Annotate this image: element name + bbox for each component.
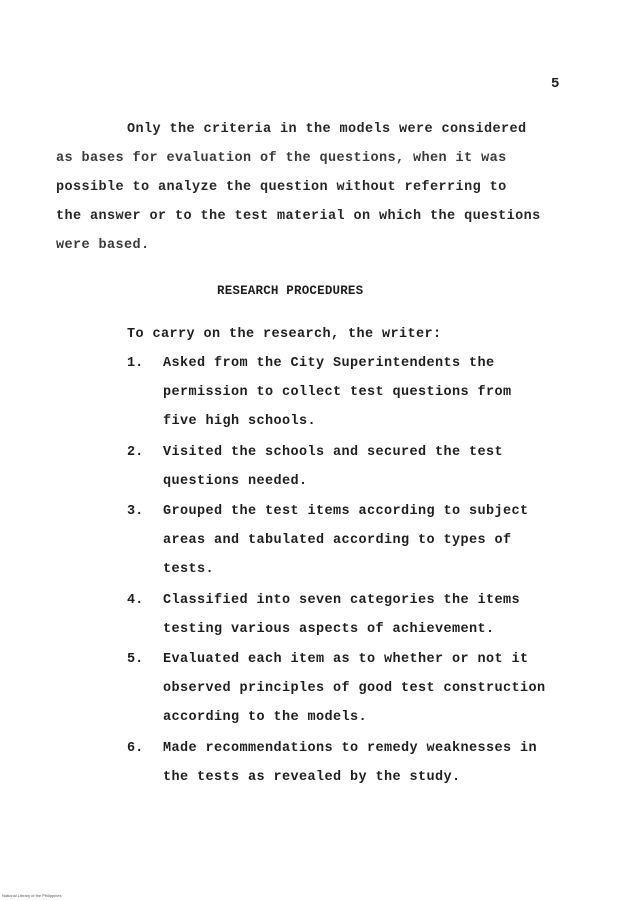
procedure-line: according to the models. — [163, 710, 368, 725]
procedure-line: Visited the schools and secured the test — [163, 445, 504, 460]
paragraph-line: Only the criteria in the models were considered — [127, 122, 527, 137]
procedure-line: the tests as revealed by the study. — [163, 770, 461, 785]
procedure-line: five high schools. — [163, 414, 317, 429]
procedure-line: permission to collect test questions from — [163, 385, 512, 400]
paragraph-line: the answer or to the test material on which the questions — [56, 209, 541, 224]
procedure-line: Made recommendations to remedy weaknesses in — [163, 741, 538, 756]
procedure-number: 1. — [127, 356, 144, 371]
section-heading: RESEARCH PROCEDURES — [217, 284, 364, 298]
procedure-line: tests. — [163, 562, 215, 577]
page-number: 5 — [551, 76, 560, 92]
procedure-line: observed principles of good test construction — [163, 681, 546, 696]
paragraph-line: were based. — [56, 238, 150, 253]
procedure-number: 4. — [127, 593, 144, 608]
paragraph-line: as bases for evaluation of the questions, when it was — [56, 151, 507, 166]
procedure-number: 5. — [127, 652, 144, 667]
procedure-number: 2. — [127, 445, 144, 460]
section-intro: To carry on the research, the writer: — [127, 327, 442, 342]
procedure-number: 3. — [127, 504, 144, 519]
procedure-line: Asked from the City Superintendents the — [163, 356, 495, 371]
procedure-line: questions needed. — [163, 474, 308, 489]
procedure-line: Grouped the test items according to subject — [163, 504, 529, 519]
procedure-number: 6. — [127, 741, 144, 756]
procedure-line: Classified into seven categories the items — [163, 593, 521, 608]
paragraph-line: possible to analyze the question without referring to — [56, 180, 507, 195]
procedure-line: testing various aspects of achievement. — [163, 622, 495, 637]
procedure-line: Evaluated each item as to whether or not it — [163, 652, 529, 667]
procedure-line: areas and tabulated according to types of — [163, 533, 512, 548]
archive-footer: National Library of the Philippines — [2, 893, 62, 898]
